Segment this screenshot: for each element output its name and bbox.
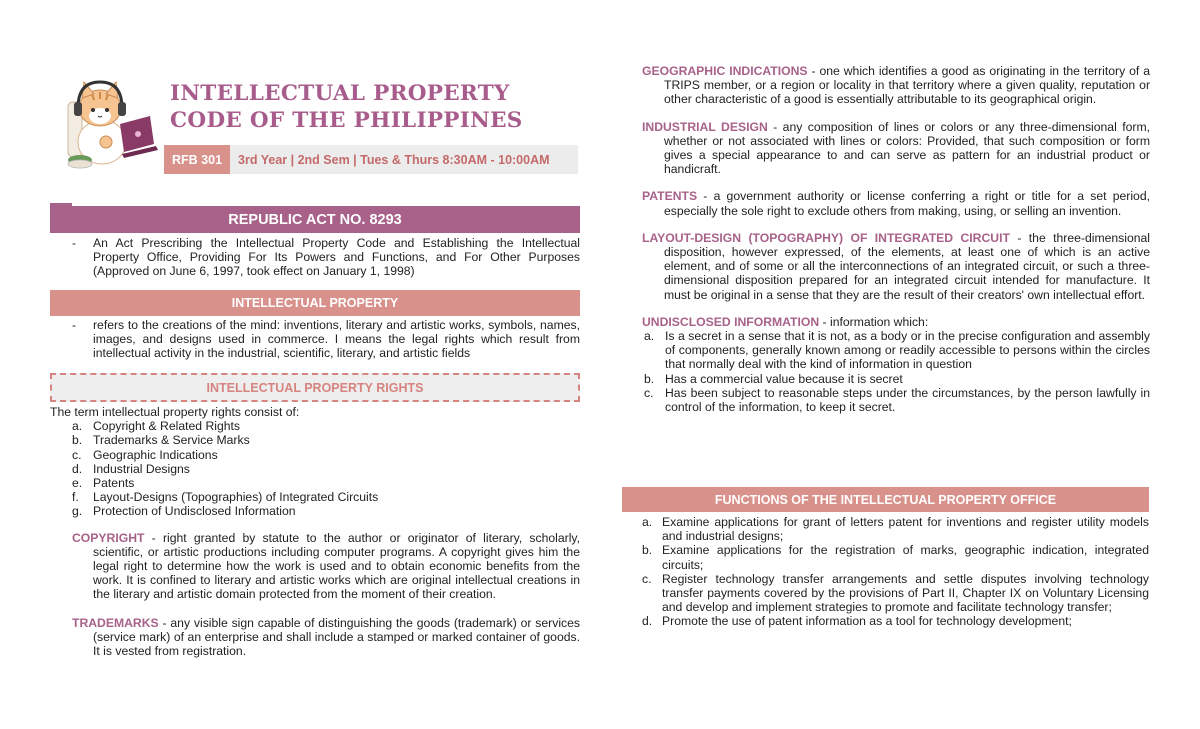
list-marker: a. — [644, 329, 655, 344]
list-item-text: Protection of Undisclosed Information — [93, 504, 296, 519]
list-item — [50, 476, 580, 490]
definition-term: PATENTS — [642, 189, 698, 204]
functions-heading: FUNCTIONS OF THE INTELLECTUAL PROPERTY OFFICE — [622, 487, 1149, 512]
list-item-text: Copyright & Related Rights — [93, 419, 240, 434]
document-header — [62, 72, 580, 177]
dash-bullet-icon: - — [72, 318, 77, 332]
list-marker: b. — [72, 433, 83, 448]
title-line-1: INTELLECTUAL PROPERTY — [170, 81, 510, 106]
list-marker: f. — [72, 490, 79, 505]
republic-act-section — [50, 236, 580, 279]
page-title — [170, 80, 523, 134]
title-line-2: CODE OF THE PHILIPPINES — [170, 108, 523, 133]
list-marker: d. — [642, 614, 653, 629]
list-item — [50, 318, 580, 361]
copyright-definition — [50, 531, 580, 602]
list-item — [622, 386, 1150, 414]
definition-term: UNDISCLOSED INFORMATION — [642, 314, 820, 329]
intellectual-property-heading: INTELLECTUAL PROPERTY — [50, 290, 580, 316]
list-item-text: Layout-Designs (Topographies) of Integrated Circuits — [93, 490, 379, 505]
definition-term: COPYRIGHT — [72, 530, 145, 545]
right-column — [622, 64, 1150, 414]
functions-section — [622, 515, 1149, 629]
definition-text: - information which: — [819, 314, 929, 329]
definition-text: - any visible sign capable of distinguishing the goods (trademark) or services (service mark) of an enterprise and shall include a stamped or marked container of goods. It is vested from registration. — [93, 615, 580, 659]
ip-rights-intro: The term intellectual property rights consist of: — [50, 405, 300, 419]
ip-rights-section — [50, 405, 580, 658]
list-marker: e. — [72, 476, 83, 491]
definition-text: - one which identifies a good as originating in the territory of a TRIPS member, or a region or locality in that territory where a given quality, reputation or other characteristic of a good is essentially attributable to its geographical origin. — [664, 64, 1150, 107]
list-marker: c. — [644, 385, 654, 400]
list-item-text: Patents — [93, 476, 135, 491]
list-marker: c. — [642, 571, 652, 586]
intellectual-property-description: refers to the creations of the mind: inventions, literary and artistic works, symbols, names, images, and designs used in commerce. I means the legal rights which result from intellectual activity in the industrial, scientific, literary, and artistic fields — [93, 318, 580, 361]
list-item — [622, 543, 1149, 571]
course-schedule: 3rd Year | 2nd Sem | Tues & Thurs 8:30AM - 10:00AM — [238, 152, 550, 167]
list-item-text: Has a commercial value because it is secret — [665, 371, 903, 386]
layout-design-definition — [622, 231, 1150, 302]
definition-term: GEOGRAPHIC INDICATIONS — [642, 64, 808, 78]
list-item-text: Industrial Designs — [93, 461, 190, 476]
list-item — [50, 236, 580, 279]
industrial-design-definition — [622, 120, 1150, 177]
list-item — [622, 329, 1150, 372]
definition-text: - a government authority or license conferring a right or title for a set period, especially the sole right to exclude others from making, using, or selling an invention. — [664, 189, 1150, 218]
list-item-text: Geographic Indications — [93, 447, 218, 462]
republic-act-description: An Act Prescribing the Intellectual Property Code and Establishing the Intellectual Property Office, Providing For Its Powers and Functions, and For Other Purposes (Approved on June 6, 1997, took effect on January 1, 1998) — [93, 236, 580, 279]
ip-rights-heading: INTELLECTUAL PROPERTY RIGHTS — [50, 373, 580, 402]
undisclosed-information-definition — [622, 315, 1150, 329]
list-marker: b. — [642, 543, 653, 558]
dash-bullet-icon: - — [72, 236, 77, 250]
list-item — [50, 433, 580, 447]
definition-text: - the three-dimensional disposition, however expressed, of the elements, at least one of which is an active element, and of some or all the interconnections of an integrated circuit, or such a three-dimensional disposition prepared for an integrated circuit intended for manufacture. It must be original in a sense that they are the result of their creators' own intellectual effort. — [664, 230, 1150, 302]
trademarks-definition — [50, 616, 580, 659]
list-marker: a. — [642, 515, 653, 529]
geographic-indications-definition — [622, 64, 1150, 107]
intellectual-property-section — [50, 318, 580, 361]
list-item-text: Register technology transfer arrangements and settle disputes involving technology transfer payments covered by the provisions of Part II, Chapter IX on Voluntary Licensing and develop and implement strategies to promote and facilitate technology transfer; — [662, 571, 1149, 615]
republic-act-heading: REPUBLIC ACT NO. 8293 — [50, 206, 580, 233]
list-item-text: Trademarks & Service Marks — [93, 433, 250, 448]
cat-with-headphones-laptop-icon — [62, 72, 158, 172]
list-item — [622, 515, 1149, 543]
definition-text: - any composition of lines or colors or any three-dimensional form, whether or not associated with lines or colors: Provided, that such composition or form gives a special appearance to and can serve as pattern for an industrial product or handicraft. — [664, 119, 1150, 177]
list-item — [50, 448, 580, 462]
list-item-text: Is a secret in a sense that it is not, as a body or in the precise configuration and assembly of components, generally known among or readily accessible to persons within the circles that normally deal with the kind of information in question — [665, 329, 1150, 372]
definition-term: LAYOUT-DESIGN (TOPOGRAPHY) OF INTEGRATED CIRCUIT — [642, 230, 1010, 245]
list-marker: a. — [72, 419, 83, 434]
list-item-text: Has been subject to reasonable steps under the circumstances, by the person lawfully in control of the information, to keep it secret. — [665, 385, 1150, 415]
list-item-text: Examine applications for the registration of marks, geographic indication, integrated circuits; — [662, 543, 1149, 572]
definition-term: TRADEMARKS — [72, 615, 159, 630]
course-info-bar — [164, 145, 578, 174]
list-item — [50, 504, 580, 518]
list-item-text: Examine applications for grant of letters patent for inventions and register utility models and industrial designs; — [662, 515, 1149, 544]
list-item-text: Promote the use of patent information as a tool for technology development; — [662, 614, 1072, 629]
list-item — [622, 614, 1149, 628]
list-marker: c. — [72, 447, 82, 462]
list-item — [622, 372, 1150, 386]
list-item — [50, 462, 580, 476]
list-item — [622, 572, 1149, 615]
list-marker: d. — [72, 461, 83, 476]
ip-rights-list — [50, 419, 580, 518]
undisclosed-information-list — [622, 329, 1150, 414]
list-item — [50, 419, 580, 433]
list-item — [50, 490, 580, 504]
definition-text: - right granted by statute to the author or originator of literary, scholarly, scientific, or artistic productions including computer programs. A copyright gives him the legal right to determine how the work is used and to obtain economic benefits from the work. It is confined to literary and artistic works which are original intellectual creations in the literary and artistic domain protected from the moment of their creation. — [93, 530, 580, 602]
definition-term: INDUSTRIAL DESIGN — [642, 119, 768, 134]
list-marker: b. — [644, 371, 655, 386]
list-marker: g. — [72, 504, 83, 519]
course-code-badge: RFB 301 — [164, 145, 230, 174]
patents-definition — [622, 189, 1150, 217]
functions-list — [622, 515, 1149, 629]
